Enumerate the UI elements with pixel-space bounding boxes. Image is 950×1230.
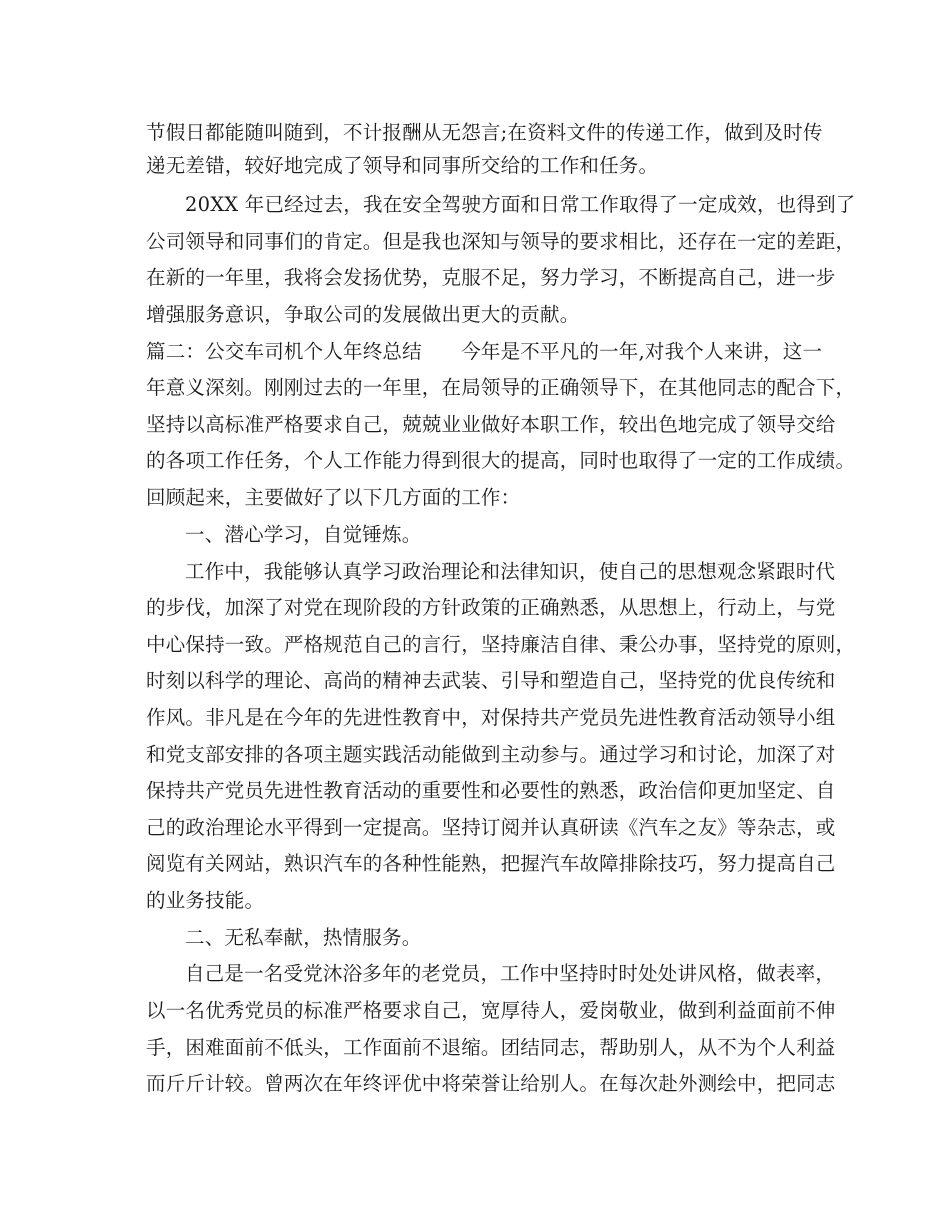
text-line: 的各项工作任务，个人工作能力得到很大的提高，同时也取得了一定的工作成绩。	[146, 449, 856, 472]
text-line: 的业务技能。	[146, 889, 265, 912]
text-line: 节假日都能随叫随到，不计报酬从无怨言;在资料文件的传递工作，做到及时传	[146, 121, 823, 144]
text-line: 的步伐，加深了对党在现阶段的方针政策的正确熟悉，从思想上，行动上，与党	[146, 596, 836, 619]
subsection-heading: 一、潜心学习，自觉锤炼。	[185, 523, 422, 546]
text-line: 坚持以高标准严格要求自己，兢兢业业做好本职工作，较出色地完成了领导交给	[146, 413, 836, 436]
text-line: 年意义深刻。刚刚过去的一年里，在局领导的正确领导下，在其他同志的配合下，	[146, 376, 856, 399]
text-line: 以一名优秀党员的标准严格要求自己，宽厚待人，爱岗敬业，做到利益面前不伸	[146, 999, 836, 1022]
section-heading: 篇二：公交车司机个人年终总结 今年是不平凡的一年,对我个人来讲，这一	[146, 340, 823, 363]
text-line: 手，困难面前不低头，工作面前不退缩。团结同志，帮助别人，从不为个人利益	[146, 1036, 836, 1059]
text-line: 公司领导和同事们的肯定。但是我也深知与领导的要求相比，还存在一定的差距，	[146, 230, 856, 253]
text-line: 而斤斤计较。曾两次在年终评优中将荣誉让给别人。在每次赴外测绘中，把同志	[146, 1072, 836, 1095]
text-line: 增强服务意识，争取公司的发展做出更大的贡献。	[146, 303, 580, 326]
text-line: 20XX 年已经过去，我在安全驾驶方面和日常工作取得了一定成效，也得到了	[185, 193, 856, 216]
text-line: 回顾起来，主要做好了以下几方面的工作：	[146, 486, 521, 509]
text-line: 时刻以科学的理论、高尚的精神去武装、引导和塑造自己，坚持党的优良传统和	[146, 669, 836, 692]
text-line: 递无差错，较好地完成了领导和同事所交给的工作和任务。	[146, 154, 659, 177]
text-line: 保持共产党员先进性教育活动的重要性和必要性的熟悉，政治信仰更加坚定、自	[146, 779, 836, 802]
text-line: 己的政治理论水平得到一定提高。坚持订阅并认真研读《汽车之友》等杂志，或	[146, 816, 836, 839]
text-line: 和党支部安排的各项主题实践活动能做到主动参与。通过学习和讨论，加深了对	[146, 743, 836, 766]
text-line: 作风。非凡是在今年的先进性教育中，对保持共产党员先进性教育活动领导小组	[146, 706, 836, 729]
subsection-heading: 二、无私奉献，热情服务。	[185, 926, 422, 949]
text-line: 阅览有关网站，熟识汽车的各种性能熟，把握汽车故障排除技巧，努力提高自己	[146, 852, 836, 875]
text-line: 工作中，我能够认真学习政治理论和法律知识，使自己的思想观念紧跟时代	[185, 560, 836, 583]
text-line: 在新的一年里，我将会发扬优势，克服不足，努力学习，不断提高自己，进一步	[146, 266, 836, 289]
text-line: 自己是一名受党沐浴多年的老党员，工作中坚持时时处处讲风格，做表率，	[185, 962, 836, 985]
text-line: 中心保持一致。严格规范自己的言行，坚持廉洁自律、秉公办事，坚持党的原则，	[146, 633, 856, 656]
